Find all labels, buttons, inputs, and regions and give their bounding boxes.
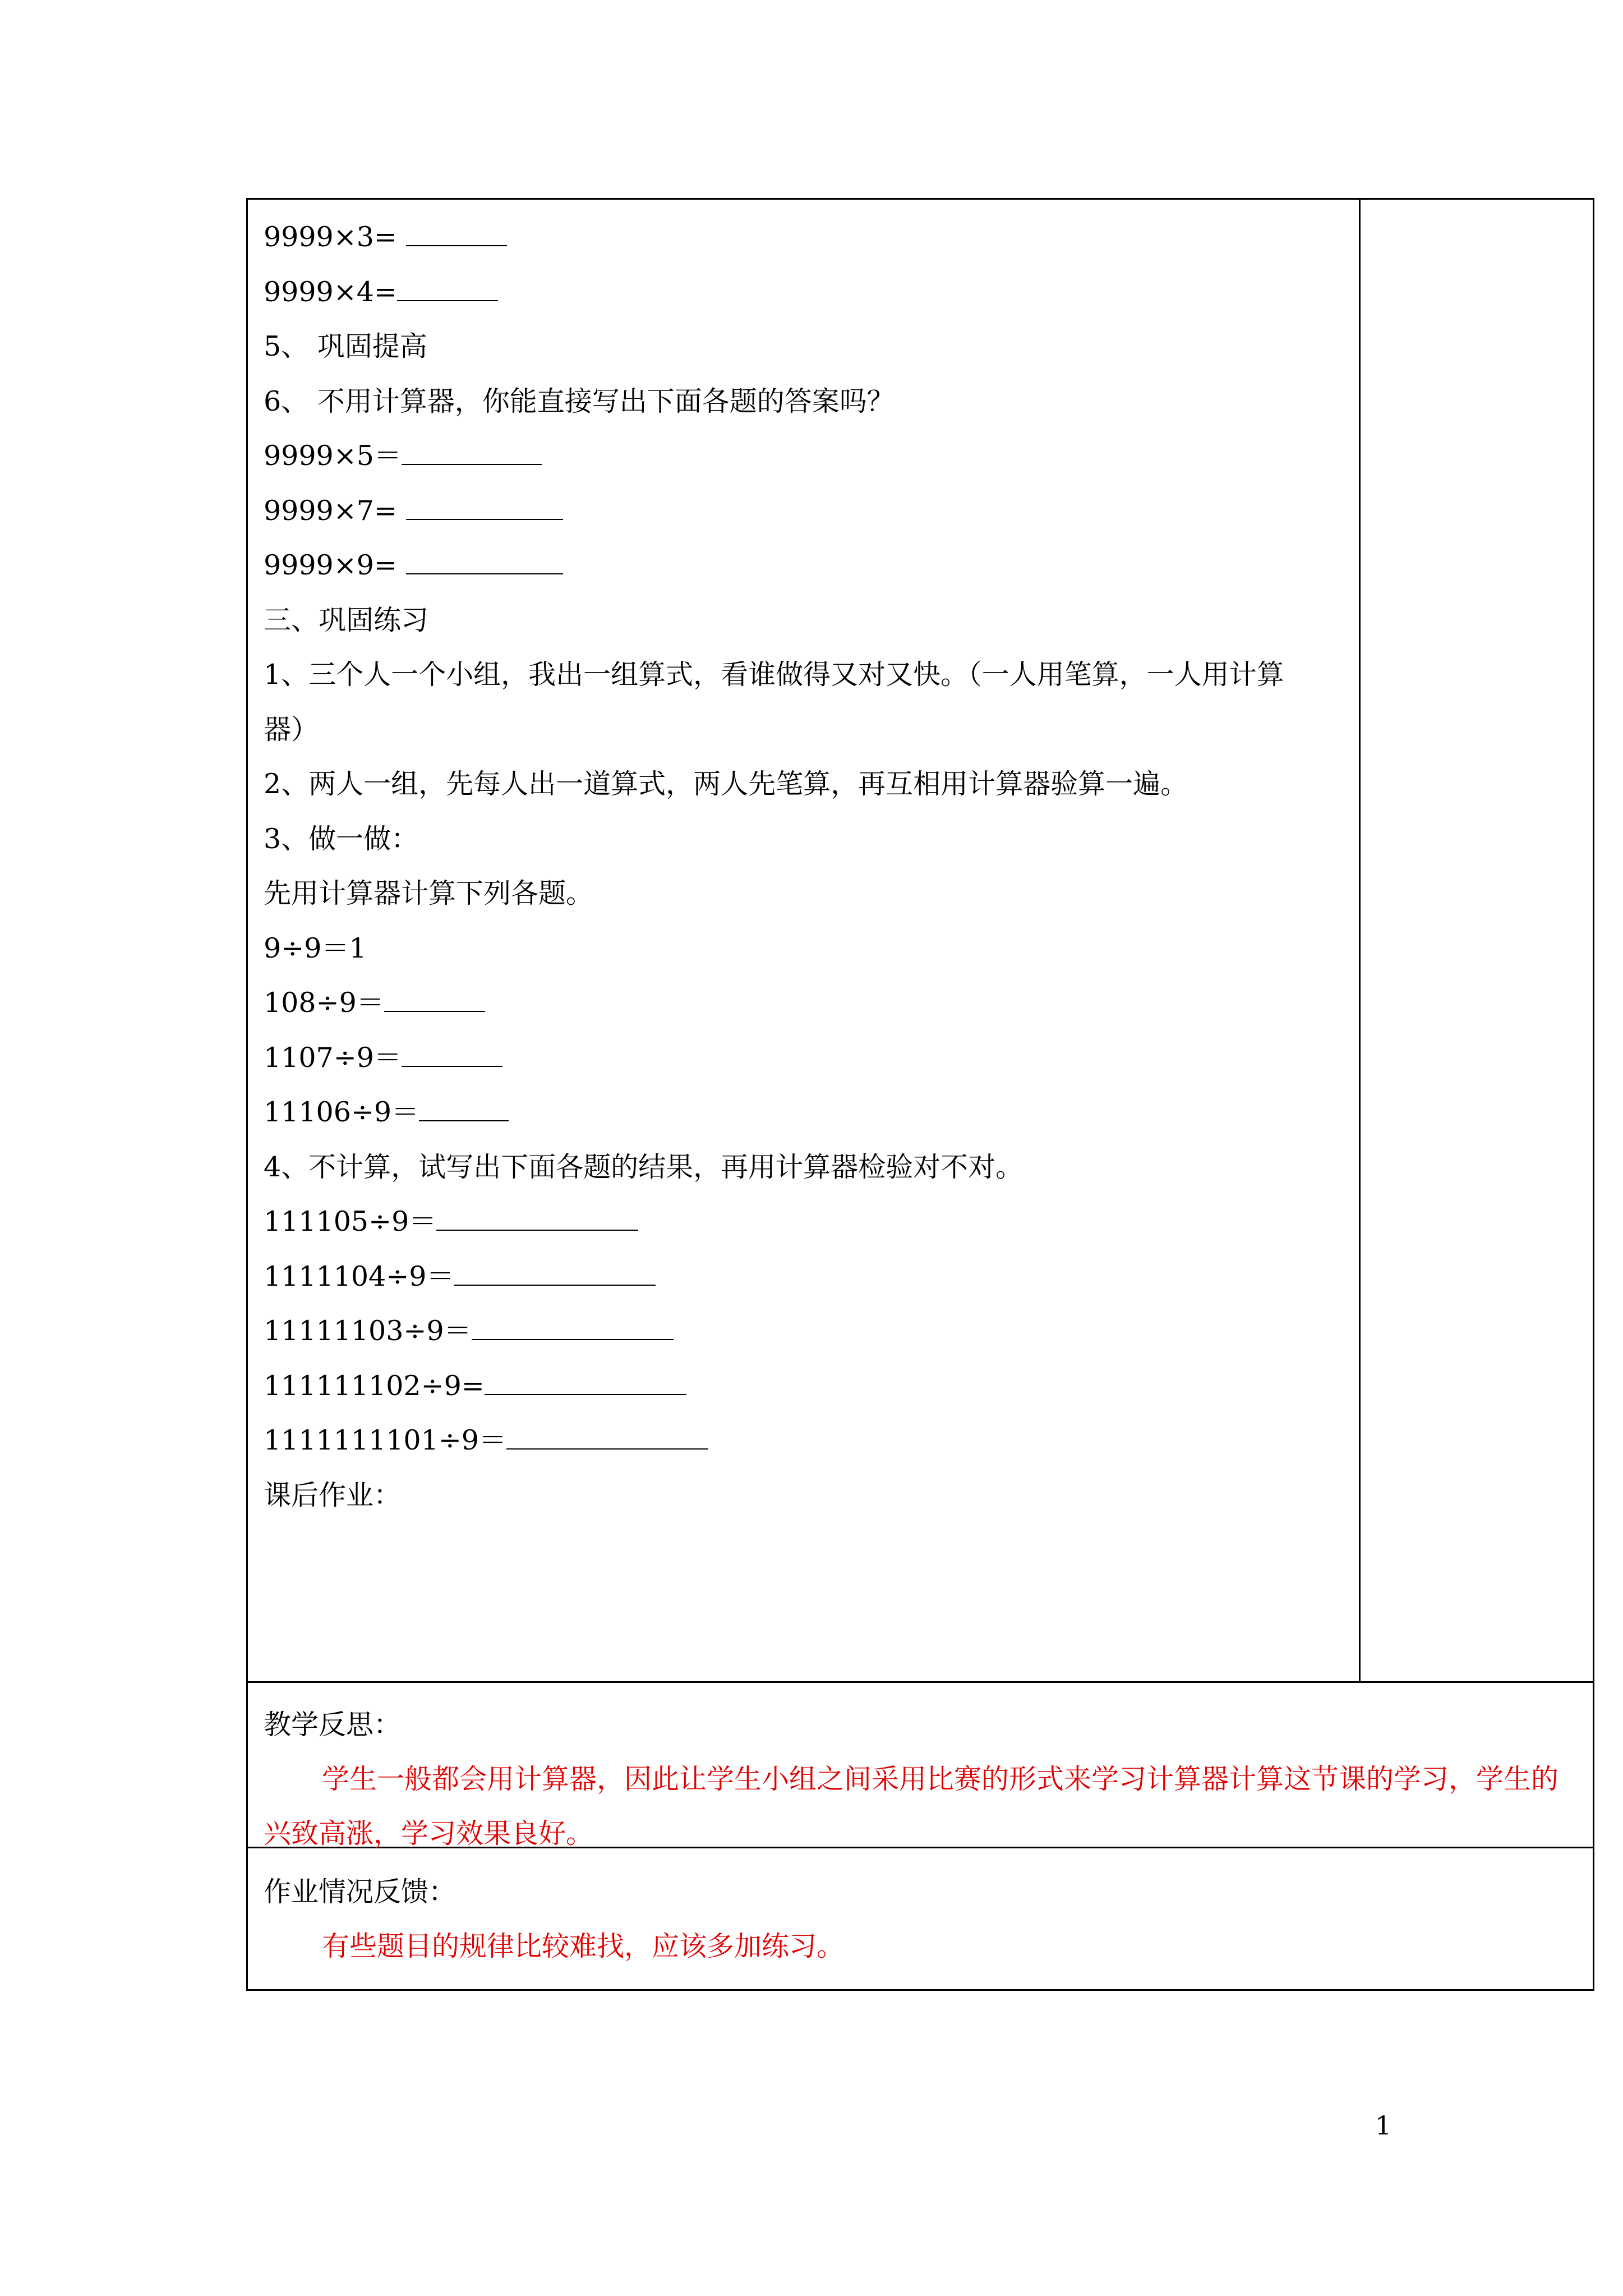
exercise-line bbox=[264, 538, 1352, 593]
reflection-body: 学生一般都会用计算器，因此让学生小组之间采用比赛的形式来学习计算器计算这节课的学习，学生的兴致高涨，学习效果良好。 bbox=[264, 1763, 1559, 1849]
exercise-line bbox=[264, 1249, 1352, 1304]
line-text: 1111104÷9＝ bbox=[264, 1260, 454, 1292]
answer-blank bbox=[402, 1041, 502, 1067]
exercise-line bbox=[264, 1030, 1352, 1085]
exercise-line bbox=[264, 757, 1352, 812]
reflection-title: 教学反思： bbox=[264, 1709, 402, 1741]
exercise-line bbox=[264, 1140, 1352, 1195]
line-text: 三、巩固练习 bbox=[264, 604, 429, 636]
exercise-lines bbox=[264, 210, 1352, 1522]
exercise-line bbox=[264, 702, 1352, 757]
exercise-line bbox=[264, 647, 1352, 702]
teaching-reflection bbox=[264, 1697, 1576, 1861]
answer-blank bbox=[472, 1314, 674, 1340]
line-text: 9999×5＝ bbox=[264, 440, 402, 472]
line-text: 1107÷9＝ bbox=[264, 1041, 402, 1074]
answer-blank bbox=[397, 275, 498, 301]
answer-blank bbox=[506, 1424, 708, 1450]
exercise-line bbox=[264, 374, 1352, 429]
line-text: 1、三个人一个小组，我出一组算式，看谁做得又对又快。（一人用笔算，一人用计算 bbox=[264, 659, 1284, 691]
exercise-line bbox=[264, 593, 1352, 648]
line-text: 2、两人一组，先每人出一道算式，两人先笔算，再互相用计算器验算一遍。 bbox=[264, 768, 1188, 800]
exercise-line bbox=[264, 976, 1352, 1030]
exercise-line bbox=[264, 1468, 1352, 1523]
line-text: 先用计算器计算下列各题。 bbox=[264, 877, 594, 909]
line-text: 108÷9＝ bbox=[264, 987, 384, 1019]
line-text: 9999×7= bbox=[264, 494, 406, 527]
exercise-line bbox=[264, 1413, 1352, 1468]
line-text: 9999×4= bbox=[264, 275, 397, 308]
exercise-line bbox=[264, 484, 1352, 539]
exercise-line bbox=[264, 1359, 1352, 1414]
exercise-line bbox=[264, 866, 1352, 921]
homework-feedback bbox=[264, 1865, 1576, 1973]
answer-blank bbox=[402, 439, 542, 465]
exercise-line bbox=[264, 319, 1352, 374]
line-text: 11111103÷9＝ bbox=[264, 1315, 472, 1347]
notes-cell bbox=[1361, 200, 1593, 1681]
exercise-line bbox=[264, 1194, 1352, 1249]
line-text: 5、 巩固提高 bbox=[264, 330, 427, 362]
answer-blank bbox=[436, 1205, 638, 1231]
answer-blank bbox=[485, 1369, 686, 1395]
table-divider bbox=[248, 1681, 1593, 1683]
answer-blank bbox=[419, 1096, 509, 1121]
answer-blank bbox=[406, 220, 507, 246]
line-text: 9÷9＝1 bbox=[264, 932, 367, 964]
lesson-table bbox=[246, 198, 1594, 1991]
line-text: 器） bbox=[264, 713, 319, 746]
line-text: 9999×9= bbox=[264, 549, 406, 581]
line-text: 3、做一做： bbox=[264, 822, 419, 855]
feedback-title: 作业情况反馈： bbox=[264, 1876, 457, 1908]
exercise-line bbox=[264, 921, 1352, 976]
line-text: 111105÷9＝ bbox=[264, 1205, 437, 1237]
answer-blank bbox=[384, 986, 485, 1012]
exercise-cell bbox=[248, 200, 1361, 1681]
answer-blank bbox=[454, 1260, 656, 1286]
line-text: 6、 不用计算器，你能直接写出下面各题的答案吗？ bbox=[264, 385, 895, 417]
answer-blank bbox=[406, 549, 563, 574]
line-text: 1111111101÷9＝ bbox=[264, 1424, 506, 1456]
line-text: 111111102÷9= bbox=[264, 1369, 485, 1402]
line-text: 4、不计算，试写出下面各题的结果，再用计算器检验对不对。 bbox=[264, 1151, 1023, 1183]
feedback-body: 有些题目的规律比较难找，应该多加练习。 bbox=[322, 1930, 845, 1962]
line-text: 11106÷9＝ bbox=[264, 1096, 419, 1128]
line-text: 课后作业： bbox=[264, 1479, 402, 1511]
exercise-line bbox=[264, 265, 1352, 320]
exercise-line bbox=[264, 429, 1352, 484]
exercise-line bbox=[264, 1085, 1352, 1140]
exercise-line bbox=[264, 210, 1352, 265]
exercise-line bbox=[264, 812, 1352, 867]
page-number: 1 bbox=[1375, 2110, 1392, 2141]
exercise-line bbox=[264, 1304, 1352, 1359]
answer-blank bbox=[406, 494, 563, 520]
line-text: 9999×3= bbox=[264, 221, 406, 253]
